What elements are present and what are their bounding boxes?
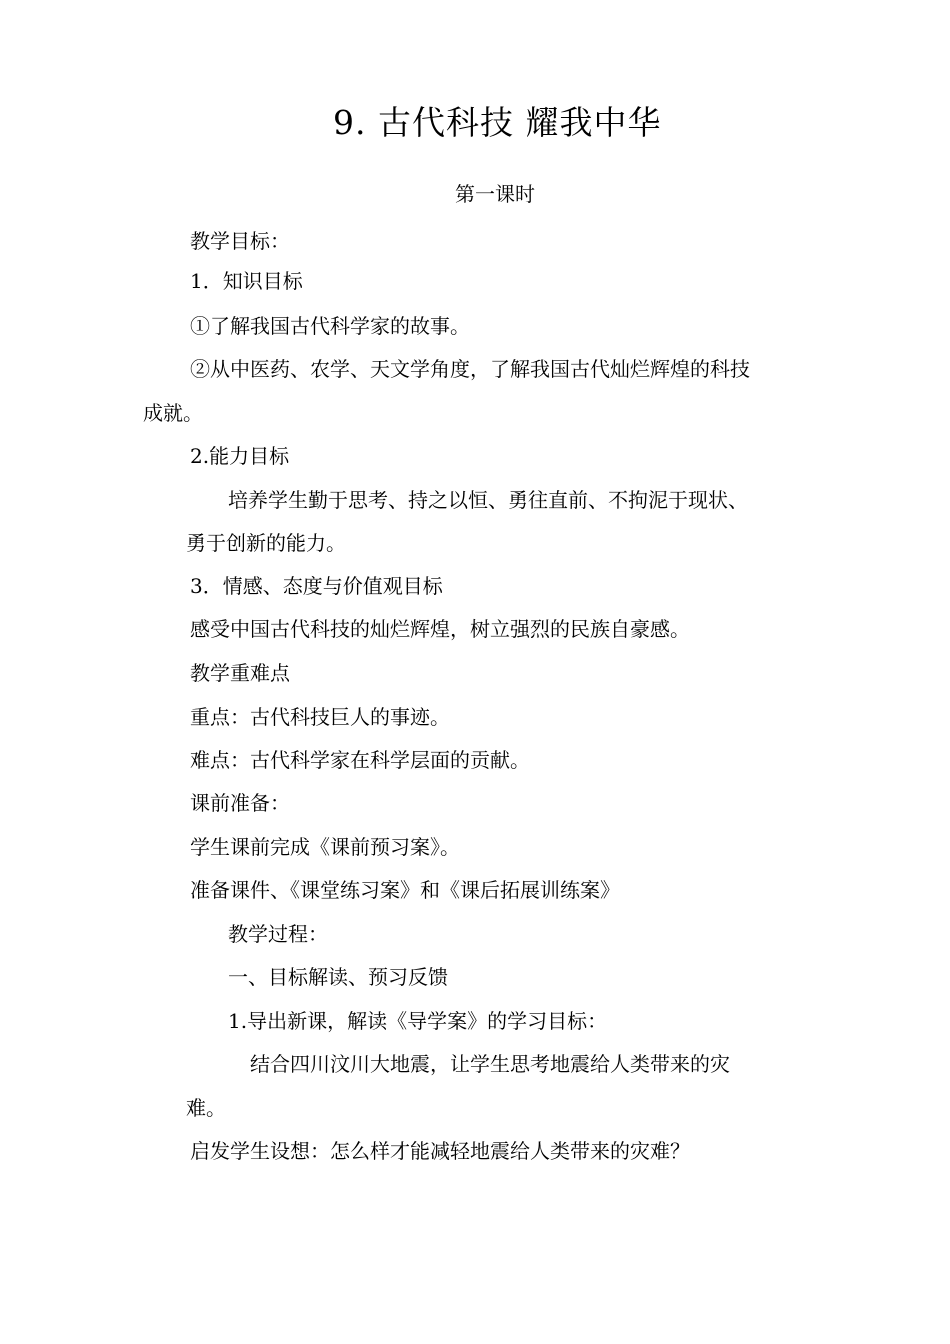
knowledge-item-2-cont: 成就。 bbox=[143, 401, 203, 425]
preparation-heading: 课前准备： bbox=[190, 791, 290, 815]
knowledge-objective-heading: 1．知识目标 bbox=[190, 269, 303, 293]
ability-item-cont: 勇于创新的能力。 bbox=[186, 531, 346, 555]
document-title: 9. 古代科技 耀我中华 bbox=[333, 103, 662, 142]
emotion-objective-heading: 3．情感、态度与价值观目标 bbox=[190, 574, 443, 598]
inspire-question: 启发学生设想：怎么样才能减轻地震给人类带来的灾难？ bbox=[190, 1139, 690, 1163]
preparation-item-2: 准备课件、《课堂练习案》和《课后拓展训练案》 bbox=[190, 878, 620, 902]
key-point: 重点：古代科技巨人的事迹。 bbox=[190, 705, 450, 729]
emotion-item: 感受中国古代科技的灿烂辉煌，树立强烈的民族自豪感。 bbox=[190, 617, 690, 641]
section-teaching-objectives: 教学目标： bbox=[190, 229, 290, 253]
process-substep-1: 1.导出新课，解读《导学案》的学习目标： bbox=[228, 1009, 608, 1033]
teaching-process-heading: 教学过程： bbox=[228, 922, 328, 946]
lesson-subtitle: 第一课时 bbox=[455, 182, 535, 206]
process-paragraph-cont: 难。 bbox=[186, 1096, 226, 1120]
process-paragraph: 结合四川汶川大地震，让学生思考地震给人类带来的灾 bbox=[250, 1052, 730, 1076]
ability-item: 培养学生勤于思考、持之以恒、勇往直前、不拘泥于现状、 bbox=[228, 488, 748, 512]
ability-objective-heading: 2.能力目标 bbox=[190, 444, 290, 468]
process-step-1: 一、目标解读、预习反馈 bbox=[228, 965, 448, 989]
preparation-item-1: 学生课前完成《课前预习案》。 bbox=[190, 835, 460, 859]
knowledge-item-2: ②从中医药、农学、天文学角度，了解我国古代灿烂辉煌的科技 bbox=[190, 357, 750, 381]
knowledge-item-1: ①了解我国古代科学家的故事。 bbox=[190, 314, 470, 338]
difficult-point: 难点：古代科学家在科学层面的贡献。 bbox=[190, 748, 530, 772]
key-difficult-heading: 教学重难点 bbox=[190, 661, 290, 685]
